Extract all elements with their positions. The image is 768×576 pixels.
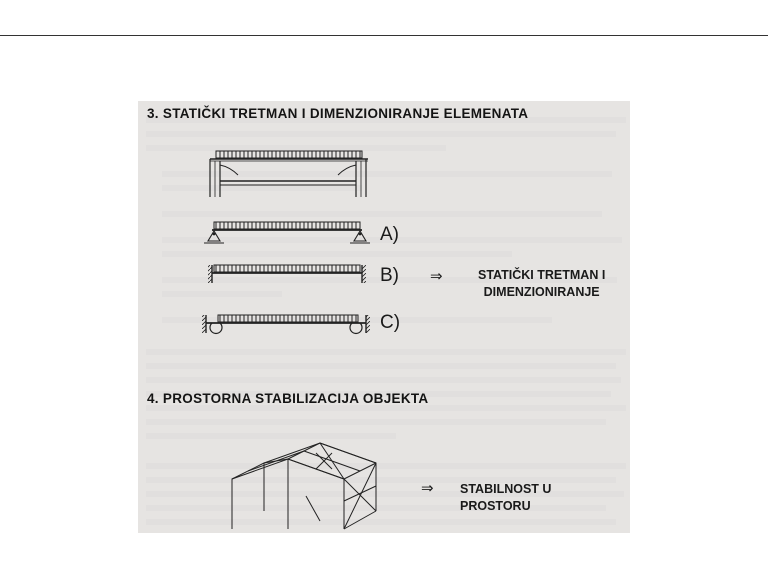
section3-heading: 3. STATIČKI TRETMAN I DIMENZIONIRANJE ELEMENATA — [147, 106, 529, 121]
space-frame-diagram — [232, 443, 376, 529]
section3-result-line1: STATIČKI TRETMAN I — [478, 268, 606, 282]
case-a-label: A) — [380, 224, 399, 245]
beam-case-a — [204, 222, 370, 243]
section3-result-line2: DIMENZIONIRANJE — [483, 285, 600, 299]
scanned-page — [138, 101, 630, 533]
section4-result-line1: STABILNOST U — [460, 482, 552, 496]
implies-arrow-4: ⇒ — [421, 480, 434, 497]
implies-arrow-3: ⇒ — [430, 268, 443, 285]
frame-diagram — [210, 151, 368, 197]
beam-case-c — [202, 315, 370, 333]
section4-heading: 4. PROSTORNA STABILIZACIJA OBJEKTA — [147, 391, 429, 406]
section3-result — [478, 267, 605, 301]
section4-result — [460, 481, 551, 515]
case-c-label: C) — [380, 312, 401, 333]
top-rule — [0, 35, 768, 36]
beam-case-b — [208, 265, 366, 283]
case-b-label: B) — [380, 265, 399, 286]
section4-result-line2: PROSTORU — [460, 499, 531, 513]
